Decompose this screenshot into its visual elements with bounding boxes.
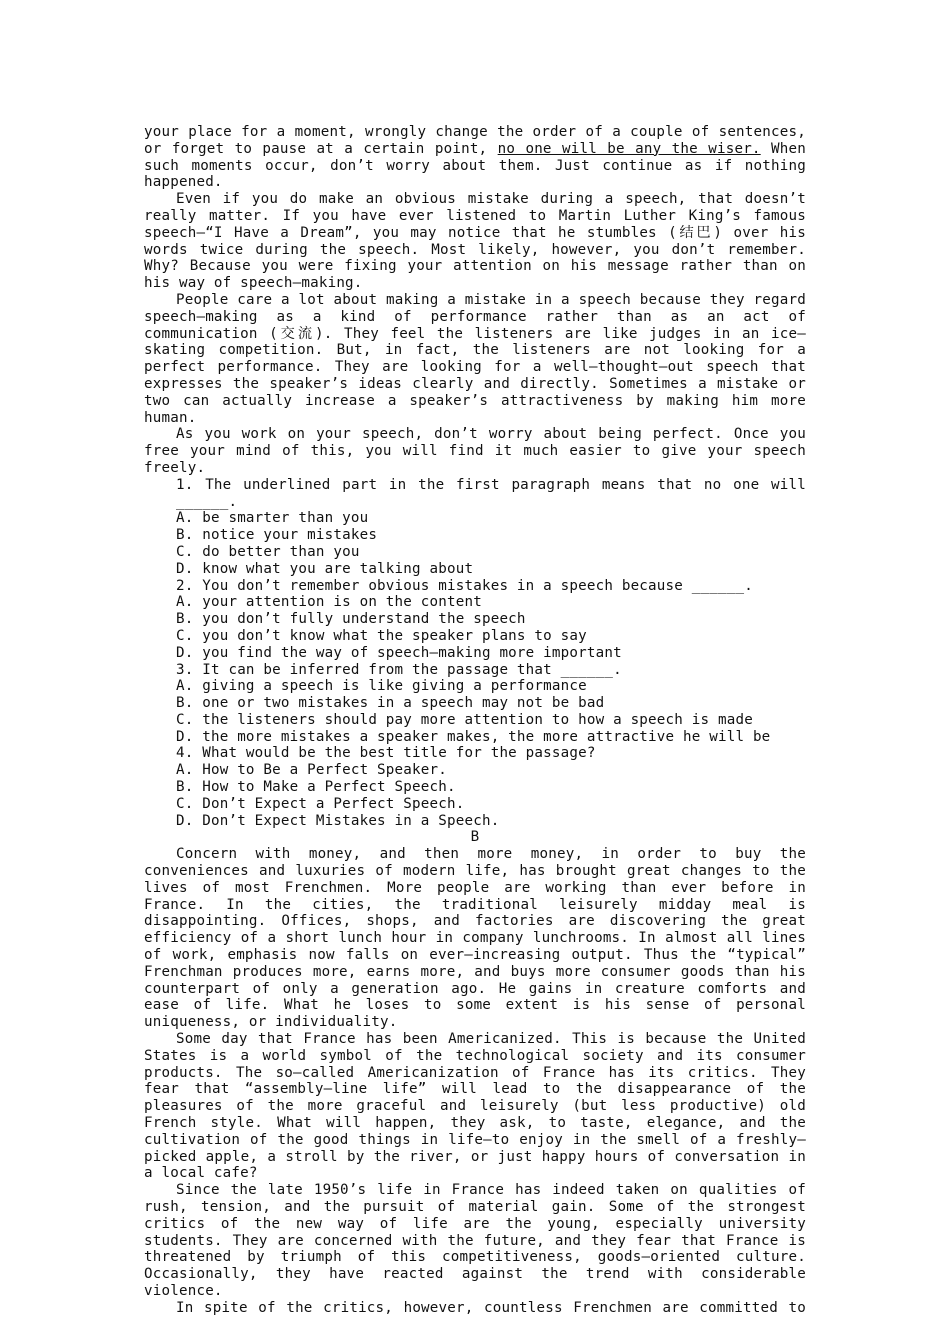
question-stem: 1. The underlined part in the first paragraph means that no one will ______. [176,476,806,510]
answer-option: D. the more mistakes a speaker makes, the more attractive he will be [176,728,771,745]
question-stem: 2. You don’t remember obvious mistakes in a speech because ______. [176,577,753,594]
question-stem: 3. It can be inferred from the passage that ______. [176,661,622,678]
answer-option: C. do better than you [176,543,360,560]
passage-a-paragraph-3: People care a lot about making a mistake in a speech because they regard speech—making as a kind of performance rather than as an act of communication (交流). They feel the listeners are like judges in an ice—skating competition. But, in fact, the listeners are not looking for a perfect performance. They are looking for a well—thought—out speech that expresses the speaker’s ideas clearly and directly. Sometimes a mistake or two can actually increase a speaker’s attractiveness by making him more human. [144,291,806,426]
answer-option: A. How to Be a Perfect Speaker. [176,762,447,779]
passage-b-paragraph-4: In spite of the critics, however, countless Frenchmen are committed to [176,1299,806,1316]
document-page [144,124,806,1317]
passage-a-paragraph-2: Even if you do make an obvious mistake during a speech, that doesn’t really matter. If you have ever listened to Martin Luther King’s famous speech—“I Have a Dream”, you may notice that he stumbles (结巴) over his words twice during the speech. Most likely, however, you don’t remember. Why? Because you were fixing your attention on his message rather than on his way of speech—making. [144,191,806,292]
answer-option: C. you don’t know what the speaker plans to say [176,627,587,644]
passage-a-paragraph-4: As you work on your speech, don’t worry about being perfect. Once you free your mind of this, you will find it much easier to give your speech freely. [144,426,806,476]
question-4 [144,745,806,829]
answer-option: D. Don’t Expect Mistakes in a Speech. [176,812,500,829]
answer-option: B. you don’t fully understand the speech [176,611,526,628]
question-3 [144,662,806,746]
answer-option: B. one or two mistakes in a speech may not be bad [176,695,605,712]
passage-a-paragraph-1 [144,124,806,191]
answer-option: A. be smarter than you [176,510,369,527]
answer-option: A. giving a speech is like giving a performance [176,678,587,695]
answer-option: C. Don’t Expect a Perfect Speech. [176,795,465,812]
answer-option: D. you find the way of speech—making more important [176,644,622,661]
answer-option: A. your attention is on the content [176,594,482,611]
section-title: B [470,829,480,846]
question-1 [144,477,806,578]
answer-option: D. know what you are talking about [176,560,474,577]
passage-b-paragraph-1: Concern with money, and then more money, in order to buy the conveniences and luxuries of modern life, has brought great changes to the lives of most Frenchmen. More people are working than ever before in France. In the cities, the traditional leisurely midday meal is disappointing. Offices, shops, and factories are discovering the great efficiency of a short lunch hour in company lunchrooms. In almost all lines of work, emphasis now falls on ever—increasing output. Thus the “typical” Frenchman produces more, earns more, and buys more consumer goods than his counterpart of only a generation ago. He gains in creature comforts and ease of life. What he loses to some extent is his sense of personal uniqueness, or individuality. [144,846,806,1031]
answer-option: B. notice your mistakes [176,527,378,544]
paragraph-text: your place for a moment, wrongly change the order of a couple of sentences, or forget to pause at a certain point, [144,124,806,157]
answer-option: B. How to Make a Perfect Speech. [176,779,456,796]
paragraph-text: When such moments occur, don’t worry about them. Just continue as if nothing happened. [144,140,806,191]
passage-b-paragraph-2: Some day that France has been Americanized. This is because the United States is a world symbol of the technological society and its consumer products. The so—called Americanization of France has its critics. They fear that “assembly—line life” will lead to the disappearance of the pleasures of the more graceful and leisurely (but less productive) old French style. What will happen, they ask, to taste, elegance, and the cultivation of the good things in life—to enjoy in the smell of a freshly—picked apple, a stroll by the river, or just happy hours of conversation in a local cafe? [144,1031,806,1182]
passage-b-paragraph-3: Since the late 1950’s life in France has indeed taken on qualities of rush, tension, and the pursuit of material gain. Some of the strongest critics of the new way of life are the young, especially university students. They are concerned with the future, and they fear that France is threatened by triumph of this competitiveness, goods—oriented culture. Occasionally, they have reacted against the trend with considerable violence. [144,1182,806,1299]
question-stem: 4. What would be the best title for the passage? [176,745,596,762]
answer-option: C. the listeners should pay more attention to how a speech is made [176,711,753,728]
question-2 [144,578,806,662]
underlined-phrase: no one will be any the wiser. [497,140,761,157]
